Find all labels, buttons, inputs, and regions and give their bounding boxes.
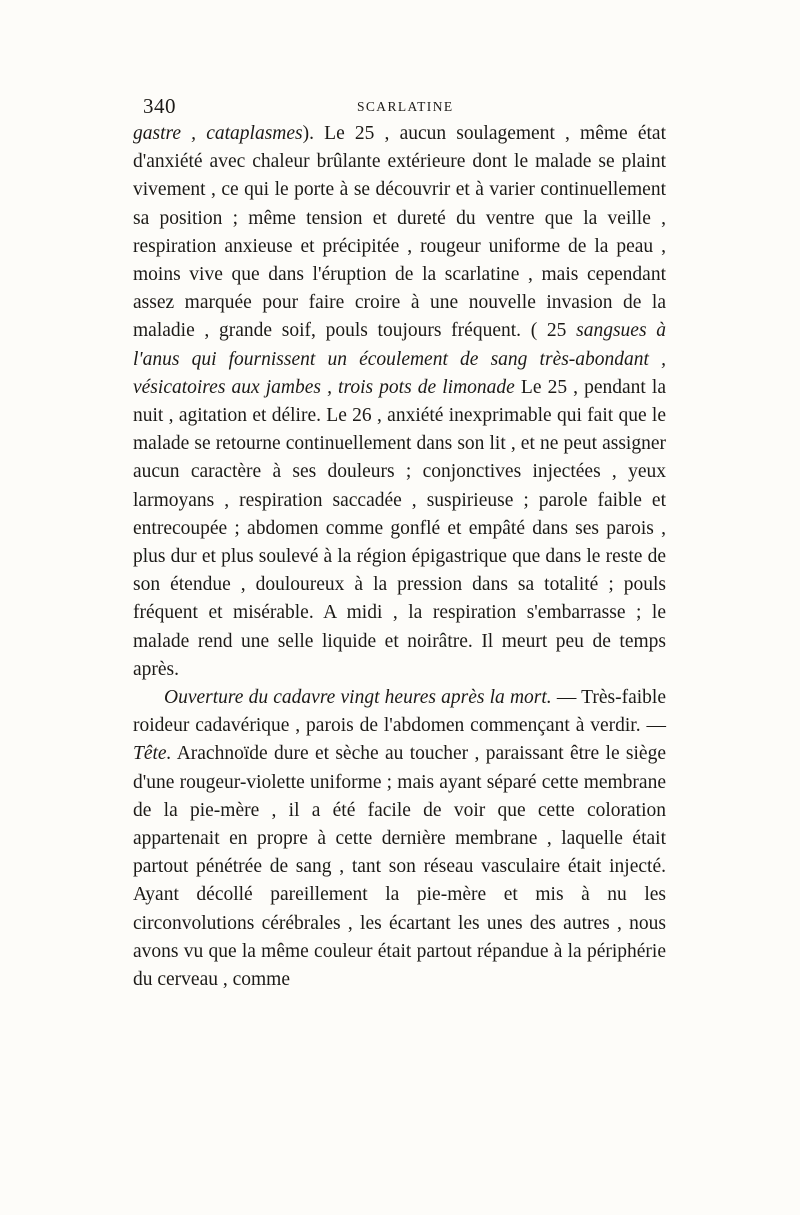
- running-head: SCARLATINE: [357, 99, 454, 114]
- text-run-italic: gastre , cataplasmes: [133, 123, 303, 144]
- body-text: [133, 120, 666, 994]
- text-run-italic: sangsues à l'anus qui fournissent un écoulement de sang très-abondant , vésicatoires aux jambes , trois pots de limonade: [133, 320, 667, 398]
- text-run-italic: Tête.: [133, 743, 172, 765]
- text-run: — Très-faible roideur cadavérique , parois de l'abdomen commençant à verdir. —: [133, 687, 667, 737]
- text-run-italic: Ouverture du cadavre vingt heures après la mort.: [164, 687, 552, 709]
- text-run: Arachnoïde dure et sèche au toucher , paraissant être le siège d'une rougeur-violette uniforme ; mais ayant séparé cette membrane de la pie-mère , il a été facile de voir que cette coloration appartenait en propre à cette dernière membrane , laquelle était partout pénétrée de sang , tant son réseau vasculaire était injecté. Ayant décollé pareillement la pie-mère et mis à nu les circonvolutions cérébrales , les écartant les unes des autres , nous avons vu que la même couleur était partout répandue à la périphérie du cerveau , comme: [133, 743, 666, 991]
- text-run: ). Le 25 , aucun soulagement , même état d'anxiété avec chaleur brûlante extérieure dont le malade se plaint vivement , ce qui le porte à se découvrir et à varier continuellement sa position ; même tension et dureté du ventre que la veille , respiration anxieuse et précipitée , rougeur uniforme de la peau , moins vive que dans l'éruption de la scarlatine , mais cependant assez marquée pour faire croire à une nouvelle invasion de la maladie , grande soif, pouls toujours fréquent. ( 25: [133, 123, 667, 342]
- text-run: Le 25 , pendant la nuit , agitation et délire. Le 26 , anxiété inexprimable qui fait que le malade se retourne continuellement dans son lit , et ne peut assigner aucun caractère à ses douleurs ; conjonctives injectées , yeux larmoyans , respiration saccadée , suspirieuse ; parole faible et entrecoupée ; abdomen comme gonflé et empâté dans ses parois , plus dur et plus soulevé à la région épigastrique que dans le reste de son étendue , douloureux à la pression dans sa totalité ; pouls fréquent et misérable. A midi , la respiration s'embarrasse ; le malade rend une selle liquide et noirâtre. Il meurt peu de temps après.: [133, 376, 666, 680]
- page-header: [143, 94, 663, 118]
- paragraph-2: [133, 684, 666, 994]
- paragraph-1: [133, 120, 666, 684]
- page-number: 340: [143, 94, 176, 118]
